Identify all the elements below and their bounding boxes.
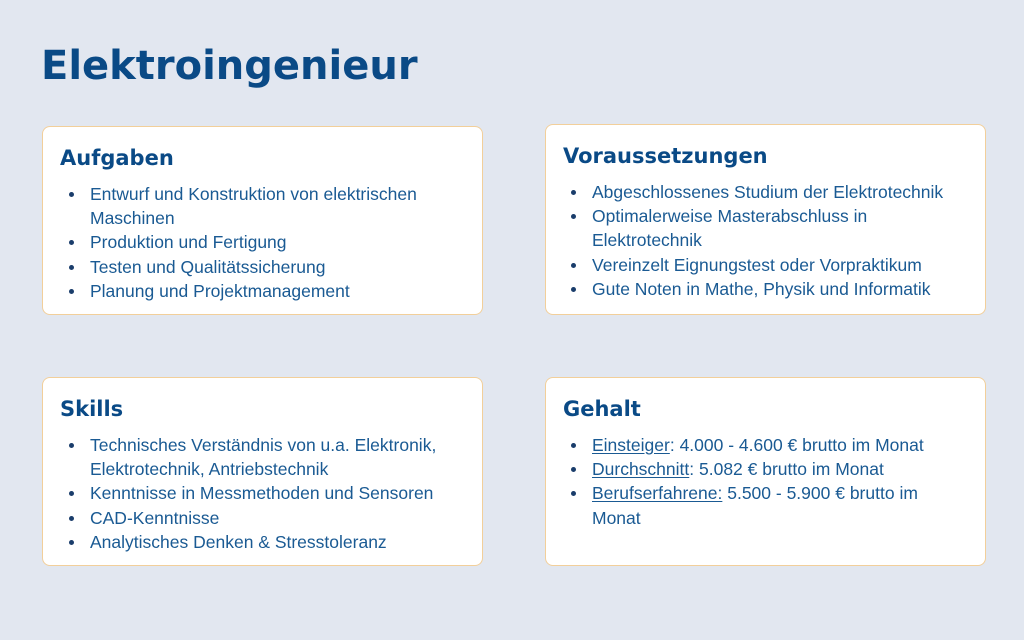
card-heading: Voraussetzungen xyxy=(563,144,768,168)
list-item: Abgeschlossenes Studium der Elektrotechnik xyxy=(592,180,943,204)
separator: : xyxy=(669,435,680,455)
list-item: Entwurf und Konstruktion von elektrischen Maschinen xyxy=(90,182,482,230)
card-heading: Skills xyxy=(60,397,124,421)
salary-item-berufserfahrene xyxy=(592,481,962,529)
salary-label-link[interactable]: Berufserfahrene: xyxy=(592,483,723,504)
list-item: CAD-Kenntnisse xyxy=(90,506,470,530)
list-item: Kenntnisse in Messmethoden und Sensoren xyxy=(90,481,470,505)
list-item: Technisches Verständnis von u.a. Elektronik, Elektrotechnik, Antriebstechnik xyxy=(90,433,470,481)
salary-item-durchschnitt xyxy=(592,457,962,481)
list-item: Analytisches Denken & Stresstoleranz xyxy=(90,530,470,554)
page-title: Elektroingenieur xyxy=(41,43,418,89)
list-item: Vereinzelt Eignungstest oder Vorpraktikum xyxy=(592,253,943,277)
list-item: Produktion und Fertigung xyxy=(90,230,482,254)
salary-label-link[interactable]: Durchschnitt xyxy=(592,459,690,480)
list-item: Optimalerweise Masterabschluss in Elektrotechnik xyxy=(592,204,922,252)
aufgaben-list xyxy=(43,182,482,303)
voraussetzungen-list xyxy=(546,180,943,301)
salary-value: 5.082 € brutto im Monat xyxy=(699,459,884,480)
salary-item-einsteiger xyxy=(592,433,962,457)
list-item: Gute Noten in Mathe, Physik und Informatik xyxy=(592,277,943,301)
card-voraussetzungen xyxy=(545,124,986,315)
list-item: Testen und Qualitätssicherung xyxy=(90,255,482,279)
separator: : xyxy=(689,459,699,480)
card-heading: Aufgaben xyxy=(60,146,174,170)
salary-label-link[interactable]: Einsteiger xyxy=(592,435,670,455)
card-gehalt xyxy=(545,377,986,566)
salary-value: 5.500 - 5.900 € brutto im Monat xyxy=(592,483,918,528)
list-item: Planung und Projektmanagement xyxy=(90,279,482,303)
card-aufgaben xyxy=(42,126,483,315)
skills-list xyxy=(43,433,470,554)
card-heading: Gehalt xyxy=(563,397,641,421)
gehalt-list xyxy=(546,433,962,530)
salary-value: 4.000 - 4.600 € brutto im Monat xyxy=(679,435,924,455)
card-skills xyxy=(42,377,483,566)
